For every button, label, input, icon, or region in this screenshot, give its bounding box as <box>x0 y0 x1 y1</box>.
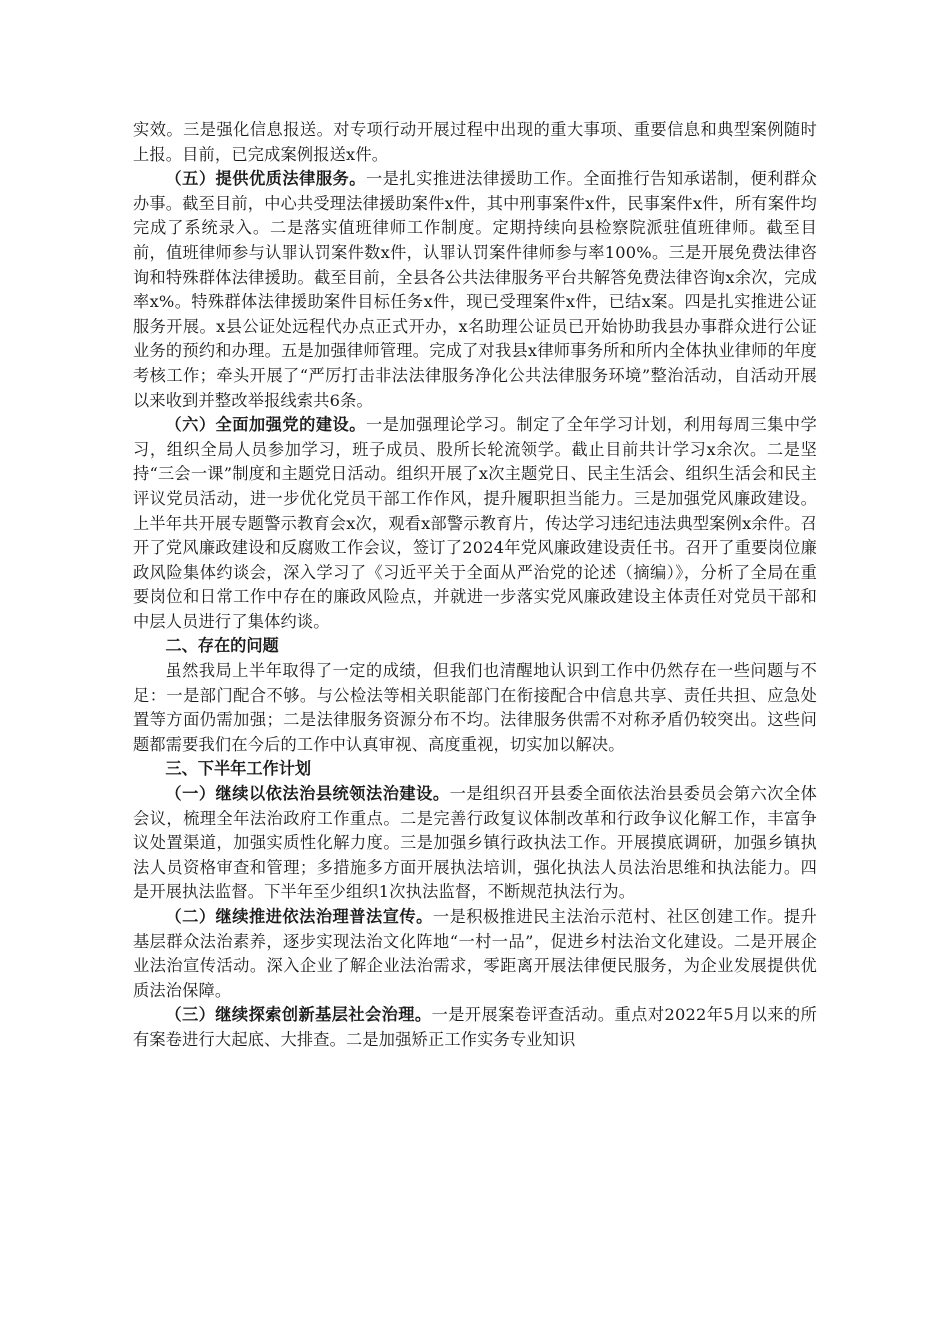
paragraph-plan-legal-publicity-lead: （二）继续推进依法治理普法宣传。 <box>165 907 433 926</box>
paragraph-problems-text: 虽然我局上半年取得了一定的成绩，但我们也清醒地认识到工作中仍然存在一些问题与不足：一是部门配合不够。与公检法等相关职能部门在衔接配合中信息共享、责任共担、应急处置等方面仍需加强；二是法律服务资源分布不均。法律服务供需不对称矛盾仍较突出。这些问题都需要我们在今后的工作中认真审视、高度重视，切实加以解决。 <box>133 661 817 754</box>
paragraph-plan-social-governance <box>133 1003 817 1052</box>
paragraph-legal-services <box>133 167 817 413</box>
paragraph-plan-social-governance-lead: （三）继续探索创新基层社会治理。 <box>165 1005 432 1025</box>
paragraph-party-building-text: 一是加强理论学习。制定了全年学习计划，利用每周三集中学习，组织全局人员参加学习，班子成员、股所长轮流领学。截止目前共计学习x余次。二是坚持“三会一课”制度和主题党日活动。组织开展了x次主题党日、民主生活会、组织生活会和民主评议党员活动，进一步优化党员干部工作作风，提升履职担当能力。三是加强党风廉政建设。上半年共开展专题警示教育会x次，观看x部警示教育片，传达学习违纪违法典型案例x余件。召开了党风廉政建设和反腐败工作会议，签订了2024年党风廉政建设责任书。召开了重要岗位廉政风险集体约谈会，深入学习了《习近平关于全面从严治党的论述（摘编）》，分析了全局在重要岗位和日常工作中存在的廉政风险点，并就进一步落实党风廉政建设主体责任对党员干部和中层人员进行了集体约谈。 <box>133 415 817 631</box>
document-page <box>133 118 817 1053</box>
paragraph-plan-rule-of-law-text: 一是组织召开县委全面依法治县委员会第六次全体会议，梳理全年法治政府工作重点。二是完善行政复议体制改革和行政争议化解工作，丰富争议处置渠道，加强实质性化解力度。三是加强乡镇行政执法工作。开展摸底调研，加强乡镇执法人员资格审查和管理；多措施多方面开展执法培训，强化执法人员法治思维和执法能力。四是开展执法监督。下半年至少组织1次执法监督，不断规范执法行为。 <box>133 784 817 902</box>
paragraph-plan-legal-publicity-text: 一是积极推进民主法治示范村、社区创建工作。提升基层群众法治素养，逐步实现法治文化阵地“一村一品”，促进乡村法治文化建设。二是开展企业法治宣传活动。深入企业了解企业法治需求，零距离开展法律便民服务，为企业发展提供优质法治保障。 <box>133 907 817 1000</box>
section-heading-plan: 三、下半年工作计划 <box>165 759 312 779</box>
paragraph-legal-services-text: 一是扎实推进法律援助工作。全面推行告知承诺制，便利群众办事。截至目前，中心共受理法律援助案件x件，其中刑事案件x件，民事案件x件，所有案件均完成了系统录入。二是落实值班律师工作制度。定期持续向县检察院派驻值班律师。截至目前，值班律师参与认罪认罚案件数x件，认罪认罚案件律师参与率100%。三是开展免费法律咨询和特殊群体法律援助。截至目前，全县各公共法律服务平台共解答免费法律咨询x余次，完成率x%。特殊群体法律援助案件目标任务x件，现已受理案件x件，已结x案。四是扎实推进公证服务开展。x县公证处远程代办点正式开办，x名助理公证员已开始协助我县办事群众进行公证业务的预约和办理。五是加强律师管理。完成了对我县x律师事务所和所内全体执业律师的年度考核工作；牵头开展了“严厉打击非法法律服务净化公共法律服务环境”整治活动，自活动开展以来收到并整改举报线索共6条。 <box>133 169 817 410</box>
paragraph-plan-rule-of-law-lead: （一）继续以依法治县统领法治建设。 <box>165 784 450 804</box>
section-heading-problems: 二、存在的问题 <box>165 636 279 656</box>
paragraph-plan-rule-of-law <box>133 782 817 905</box>
paragraph-plan-social-governance-text: 一是开展案卷评查活动。重点对2022年5月以来的所有案卷进行大起底、大排查。二是加强矫正工作实务专业知识 <box>133 1005 818 1049</box>
paragraph-intro-text: 实效。三是强化信息报送。对专项行动开展过程中出现的重大事项、重要信息和典型案例随时上报。目前，已完成案例报送x件。 <box>133 120 817 164</box>
paragraph-problems <box>133 659 817 757</box>
paragraph-intro <box>133 118 817 167</box>
paragraph-plan-legal-publicity <box>133 905 817 1003</box>
paragraph-legal-services-lead: （五）提供优质法律服务。 <box>165 169 366 189</box>
paragraph-party-building <box>133 413 817 634</box>
paragraph-party-building-lead: （六）全面加强党的建设。 <box>165 415 366 435</box>
